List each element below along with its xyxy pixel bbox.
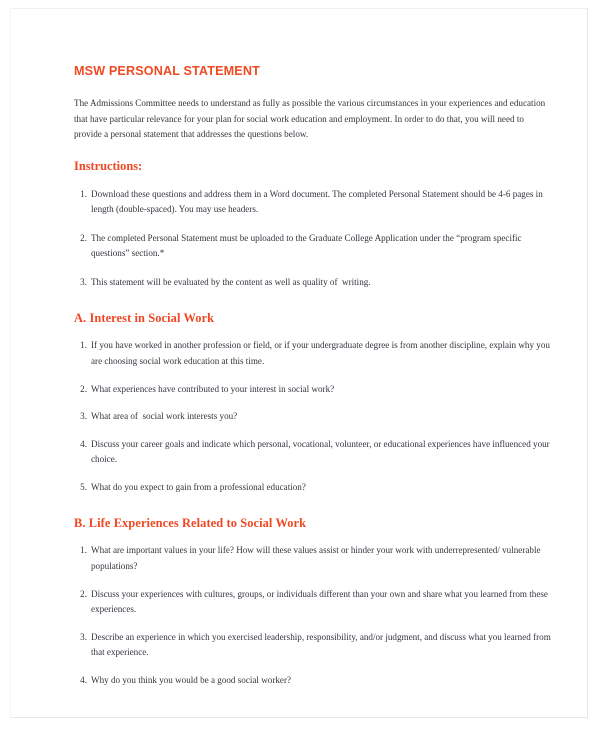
list-item-text: What are important values in your life? How will these values assist or hinder your work with underrepresented/ vulnerable populations? [91,545,543,571]
list-marker: 3. [80,411,87,422]
list-marker: 3. [80,277,87,288]
list-marker: 4. [80,438,87,449]
list-item-text: What area of social work interests you? [91,411,238,422]
list-item-text: If you have worked in another profession or field, or if your undergraduate degree is from another discipline, explain why you are choosing social work education at this time. [91,340,553,366]
list-item-text: What do you expect to gain from a professional education? [91,482,306,493]
page-title: MSW PERSONAL STATEMENT [74,64,260,78]
spacer [74,175,552,187]
spacer [74,661,552,673]
section-b-questions [74,543,552,688]
list-marker: 2. [80,588,87,599]
list-item [74,382,552,398]
spacer [74,575,552,587]
intro-paragraph: The Admissions Committee needs to understand as fully as possible the various circumstances in your experiences and education that have particular relevance for your plan for social work education and employment. In order to do that, you will need to provide a personal statement that addresses the questions below. [74,98,546,140]
spacer [74,218,552,231]
list-item [74,437,552,468]
list-marker: 1. [80,545,87,556]
spacer [74,326,552,338]
list-item-text: Discuss your career goals and indicate which personal, vocational, volunteer, or educational experiences have influenced your choice. [91,438,552,465]
section-a-questions [74,338,552,495]
list-item [74,587,552,618]
list-item [74,275,552,291]
list-marker: 3. [80,631,87,642]
instructions-list [74,187,552,291]
list-item-text: Discuss your experiences with cultures, groups, or individuals different than your own and share what you learned from these experiences. [91,588,551,615]
spacer [74,531,552,543]
list-item-text: The completed Personal Statement must be uploaded to the Graduate College Application under the “program specific questions” section.* [91,232,524,259]
list-item [74,231,552,262]
list-item [74,480,552,496]
list-item-text: What experiences have contributed to your interest in social work? [91,383,335,394]
spacer [74,397,552,409]
list-item [74,543,552,574]
list-marker: 4. [80,675,87,686]
list-item-text: This statement will be evaluated by the content as well as quality of writing. [91,277,371,288]
spacer [74,468,552,480]
document-body [74,64,552,689]
list-marker: 2. [80,383,87,394]
list-marker: 2. [80,232,87,243]
list-item-text: Describe an experience in which you exercised leadership, responsibility, and/or judgment, and discuss what you learned from that experience. [91,631,554,658]
list-item-text: Why do you think you would be a good social worker? [91,675,292,686]
list-item [74,338,552,369]
list-item-text: Download these questions and address them in a Word document. The completed Personal Statement should be 4-6 pages in length (double-spaced). You may use headers. [91,188,546,215]
spacer [74,370,552,382]
spacer [74,618,552,630]
document-page [10,8,588,718]
spacer [74,143,552,159]
list-item [74,673,552,689]
section-heading-a: A. Interest in Social Work [74,310,215,325]
spacer [74,291,552,311]
list-marker: 1. [80,340,87,351]
section-heading-b: B. Life Experiences Related to Social Work [74,515,307,530]
list-marker: 1. [80,188,87,199]
spacer [74,262,552,275]
list-marker: 5. [80,482,87,493]
list-item [74,409,552,425]
instructions-heading: Instructions: [74,159,143,174]
list-item [74,187,552,218]
list-item [74,630,552,661]
spacer [74,425,552,437]
spacer [74,496,552,516]
